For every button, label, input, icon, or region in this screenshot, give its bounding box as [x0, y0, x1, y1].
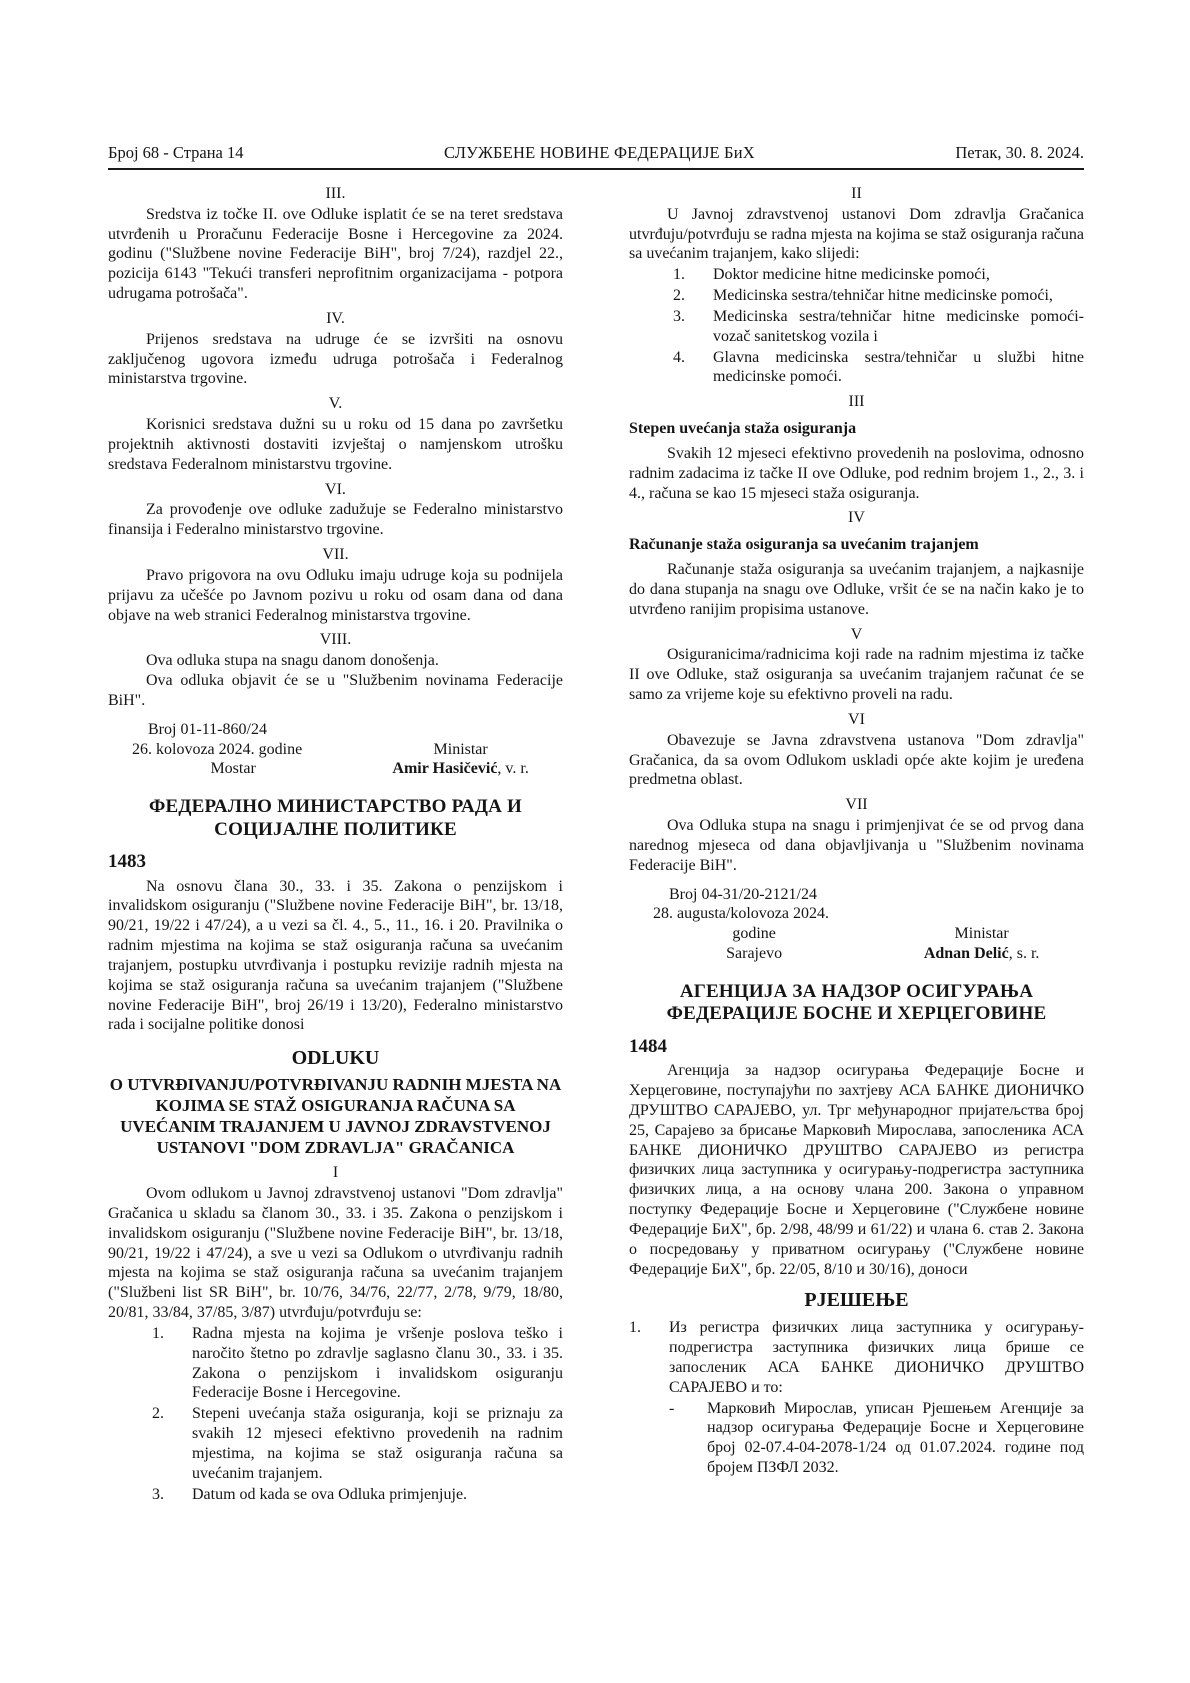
- header-issue-page: Број 68 - Страна 14: [108, 143, 244, 162]
- signature-place: Sarajevo: [726, 944, 783, 962]
- list-item-text: Doktor medicine hitne medicinske pomoći,: [713, 266, 990, 284]
- paragraph: U Javnoj zdravstvenoj ustanovi Dom zdravlja Gračanica utvrđuju/potvrđuju se radna mjesta na kojima se staž osiguranja računa sa uvećanim trajanjem, kako slijedi:: [629, 205, 1084, 263]
- spacer: [879, 904, 1084, 924]
- paragraph: Za provođenje ove odluke zadužuje se Federalno ministarstvo finansija i Federalno ministarstvo trgovine.: [108, 501, 563, 539]
- list-item-number: 1.: [629, 1319, 641, 1337]
- section-numeral: IV: [848, 509, 865, 527]
- list-item: [629, 1318, 1084, 1397]
- signature-date-place: [629, 904, 879, 964]
- section-numeral: VII: [845, 796, 868, 814]
- section-numeral: II: [851, 185, 862, 202]
- list-item-number: 2.: [673, 287, 685, 305]
- paragraph: Prijenos sredstava na udruge će se izvršiti na osnovu zaključenog ugovora između udruga potrošača i Federalnog ministarstva trgovine.: [108, 330, 563, 388]
- list-item: [629, 307, 1084, 347]
- list-item-number: 4.: [673, 348, 685, 366]
- section-heading: Stepen uvećanja staža osiguranja: [629, 420, 857, 438]
- paragraph: Na osnovu člana 30., 33. i 35. Zakona o penzijskom i invalidskom osiguranju ("Službene novine Federacije BiH", br. 13/18, 90/21, 19/22 i 47/24), a u vezi sa čl. 4., 5., 11., 16. i 20. Pravilnika o radnim mjestima na kojima se staž osiguranja računa sa uvećanim trajanjem, postupku utvrđivanja i postupku revizije radnih mjesta na kojima se staž osiguranja računa sa uvećanim trajanjem ("Službene novine Federacije BiH", broj 26/19 i 13/20), Federalno ministarstvo rada i socijalne politike donosi: [108, 877, 563, 1034]
- list-item-text: Из регистра физичких лица заступника у осигурању-подрегистра заступника физичких лица брише се запосленик АСА БАНКЕ ДИОНИЧКО ДРУШТВО САРАЈЕВО и то:: [669, 1319, 1084, 1396]
- section-numeral: IV.: [326, 309, 345, 327]
- signature-block: [108, 720, 563, 779]
- signature-row: [629, 904, 1084, 964]
- list-subitem-text: Марковић Мирослав, уписан Рјешењем Агенције за надзор осигурања Федерације Босне и Херцеговине број 02-07.4-04-2078-1/24 од 01.07.2024. године под бројем ПЗФЛ 2032.: [707, 1399, 1084, 1477]
- left-column: [108, 179, 563, 1505]
- header-date: Петак, 30. 8. 2024.: [955, 143, 1084, 162]
- list-item: [629, 265, 1084, 285]
- list-item: [629, 348, 1084, 388]
- section-heading: Računanje staža osiguranja sa uvećanim trajanjem: [629, 536, 979, 554]
- list-item-text: Medicinska sestra/tehničar hitne medicinske pomoći-vozač sanitetskog vozila i: [713, 307, 1084, 345]
- gazette-item-number: 1483: [108, 851, 146, 872]
- paragraph: Ova Odluka stupa na snagu i primjenjivat će se od prvog dana narednog mjeseca od dana objavljivanja u "Službenim novinama Federacije BiH".: [629, 817, 1084, 874]
- paragraph: Ova odluka objavit će se u "Službenim novinama Federacije BiH".: [108, 672, 563, 709]
- paragraph: Osiguranicima/radnicima koji rade na radnim mjestima iz tačke II ove Odluke, staž osiguranja sa uvećanim trajanjem računat će se samo za vrijeme koje su efektivno proveli na radu.: [629, 646, 1084, 704]
- minister-suffix: , s. r.: [1008, 945, 1040, 963]
- paragraph: Pravo prigovora na ovu Odluku imaju udruge koja su podnijela prijavu za učešće po Javnom pozivu u roku od osam dana od dana objave na web stranici Federalnog ministarstva trgovine.: [108, 566, 563, 624]
- document-number: Broj 04-31/20-2121/24: [669, 885, 817, 903]
- minister-name: Amir Hasičević: [392, 760, 498, 778]
- signature-date: 26. kolovoza 2024. godine: [132, 740, 303, 758]
- ministry-heading: ФЕДЕРАЛНО МИНИСТАРСТВО РАДА И СОЦИЈАЛНЕ ПОЛИТИКЕ: [149, 796, 522, 840]
- page-header: [108, 143, 1084, 170]
- section-numeral: VI.: [325, 480, 346, 498]
- signature-minister: [358, 740, 563, 780]
- section-numeral: VI: [848, 710, 865, 728]
- section-numeral: VII.: [322, 546, 349, 564]
- paragraph: Korisnici sredstava dužni su u roku od 15 dana po završetku projektnih aktivnosti dostaviti izvještaj o namjenskom utrošku sredstava Federalnom ministarstvu trgovine.: [108, 416, 563, 473]
- paragraph: Ovom odlukom u Javnoj zdravstvenoj ustanovi "Dom zdravlja" Gračanica u skladu sa članom 30., 33. i 35. Zakona o penzijskom i invalidskom osiguranju ("Službene novine Federacije BiH", br. 13/18, 90/21, 19/22 i 47/24), a sve u vezi sa Odlukom o utvrđivanju radnih mjesta na kojima se staž osiguranja računa sa uvećanim trajanjem ("Službeni list SR BiH", br. 10/76, 34/76, 22/77, 2/78, 9/79, 18/80, 20/81, 33/84, 37/85, 3/87) utvrđuju/potvrđuju se:: [108, 1185, 563, 1322]
- header-gazette-title: СЛУЖБЕНЕ НОВИНЕ ФЕДЕРАЦИЈЕ БиХ: [443, 143, 755, 162]
- list-item-number: 1.: [152, 1324, 164, 1342]
- list-item-number: 2.: [152, 1405, 164, 1423]
- list-item-text: Stepeni uvećanja staža osiguranja, koji se priznaju za svakih 12 mjeseci efektivno provedenih na radnim mjestima, na kojima se staž osiguranja računa sa uvećanim trajanjem.: [192, 1405, 563, 1482]
- paragraph: Računanje staža osiguranja sa uvećanim trajanjem, a najkasnije do dana stupanja na snagu ove Odluke, vršit će se na način kako je to utvrđeno ranijim propisima ustanove.: [629, 561, 1084, 618]
- section-numeral: I: [332, 1164, 339, 1182]
- list-subitem: [629, 1399, 1084, 1478]
- list-item: [629, 286, 1084, 306]
- minister-name-line: [879, 944, 1084, 964]
- gazette-item-number: 1484: [629, 1035, 667, 1057]
- section-numeral: VIII.: [319, 631, 352, 649]
- list-item: [108, 1485, 563, 1505]
- signature-row: [108, 740, 563, 780]
- decision-subtitle: O UTVRĐIVANJU/POTVRĐIVANJU RADNIH MJESTA NA KOJIMA SE STAŽ OSIGURANJA RAČUNA SA UVEĆANIM TRAJANJEM U JAVNOJ ZDRAVSTVENOJ USTANOVI "DOM ZDRAVLJA" GRAČANICA: [109, 1074, 562, 1158]
- list-item-text: Radna mjesta na kojima je vršenje poslova teško i naročito štetno po zdravlje saglasno članu 30., 33. i 35. Zakona o penzijskom i invalidskom osiguranju Federacije Bosne i Hercegovine.: [192, 1324, 563, 1402]
- minister-label: Ministar: [954, 925, 1009, 943]
- ruling-title: РЈЕШЕЊЕ: [804, 1289, 909, 1312]
- signature-date: 28. augusta/kolovoza 2024.: [653, 905, 829, 923]
- list-item-number: 3.: [152, 1485, 164, 1503]
- paragraph: Svakih 12 mjeseci efektivno provedenih na poslovima, odnosno radnim zadacima iz tačke II ove Odluke, pod rednim brojem 1., 2., 3. i 4., računa se kao 15 mjeseci staža osiguranja.: [629, 444, 1084, 502]
- minister-name: Adnan Delić: [923, 945, 1009, 963]
- section-numeral: V: [850, 625, 863, 643]
- two-column-layout: [108, 179, 1084, 1505]
- section-numeral: III.: [325, 185, 346, 202]
- minister-suffix: , v. r.: [497, 760, 529, 778]
- signature-date-place: [108, 740, 358, 780]
- signature-date-cont: godine: [732, 925, 776, 943]
- right-column: [629, 179, 1084, 1505]
- paragraph: Sredstva iz točke II. ove Odluke isplatit će se na teret sredstava utvrđenih u Proračunu Federacije Bosne i Hercegovine za 2024. godinu ("Službene novine Federacije BiH", broj 7/24), razdjel 22., pozicija 6143 "Tekući transferi neprofitnim organizacijama - potpora udrugama potrošača".: [108, 205, 563, 303]
- list-item-number: 3.: [673, 307, 685, 325]
- document-number: Broj 01-11-860/24: [148, 720, 267, 738]
- minister-name-line: [358, 759, 563, 779]
- list-item-text: Glavna medicinska sestra/tehničar u službi hitne medicinske pomoći.: [713, 348, 1084, 386]
- list-item-number: 1.: [673, 266, 685, 284]
- list-item: [108, 1324, 563, 1403]
- signature-place: Mostar: [210, 760, 256, 778]
- minister-label: Ministar: [433, 740, 488, 758]
- list-item: [108, 1404, 563, 1483]
- list-item-text: Medicinska sestra/tehničar hitne medicinske pomoći,: [713, 287, 1053, 305]
- list-item-text: Datum od kada se ova Odluka primjenjuje.: [192, 1485, 468, 1503]
- section-numeral: V.: [328, 395, 343, 413]
- paragraph: Ova odluka stupa na snagu danom donošenja.: [146, 652, 439, 670]
- paragraph: Obavezuje se Javna zdravstvena ustanova "Dom zdravlja" Gračanica, da sa ovom Odlukom uskladi opće akte kojim je uređena predmetna oblast.: [629, 731, 1084, 789]
- agency-heading: АГЕНЦИЈА ЗА НАДЗОР ОСИГУРАЊА ФЕДЕРАЦИЈЕ БОСНЕ И ХЕРЦЕГОВИНЕ: [666, 980, 1047, 1025]
- decision-title: ODLUKU: [291, 1047, 380, 1070]
- section-numeral: III: [848, 393, 865, 411]
- list-subitem-marker: -: [669, 1399, 675, 1417]
- paragraph: Агенција за надзор осигурања Федерације Босне и Херцеговине, поступајући по захтјеву АСА БАНКЕ ДИОНИЧКО ДРУШТВО САРАЈЕВО, ул. Трг међународног пријатељства број 25, Сарајево за брисање Марковић Мирослава, запосленика АСА БАНКЕ ДИОНИЧКО ДРУШТВО САРАЈЕВО из регистра физичких лица заступника у осигурању-подрегистра заступника физичких лица, а на основу члана 200. Закона о управном поступку Федерације Босне и Херцеговине ("Службене новине Федерације БиХ", бр. 2/98, 48/99 и 61/22) и члана 6. став 2. Закона о посредовању у приватном осигурању ("Службене новине Федерације БиХ", бр. 22/05, 8/10 и 30/16), доноси: [629, 1062, 1084, 1278]
- signature-minister: [879, 904, 1084, 964]
- signature-block: [629, 885, 1084, 964]
